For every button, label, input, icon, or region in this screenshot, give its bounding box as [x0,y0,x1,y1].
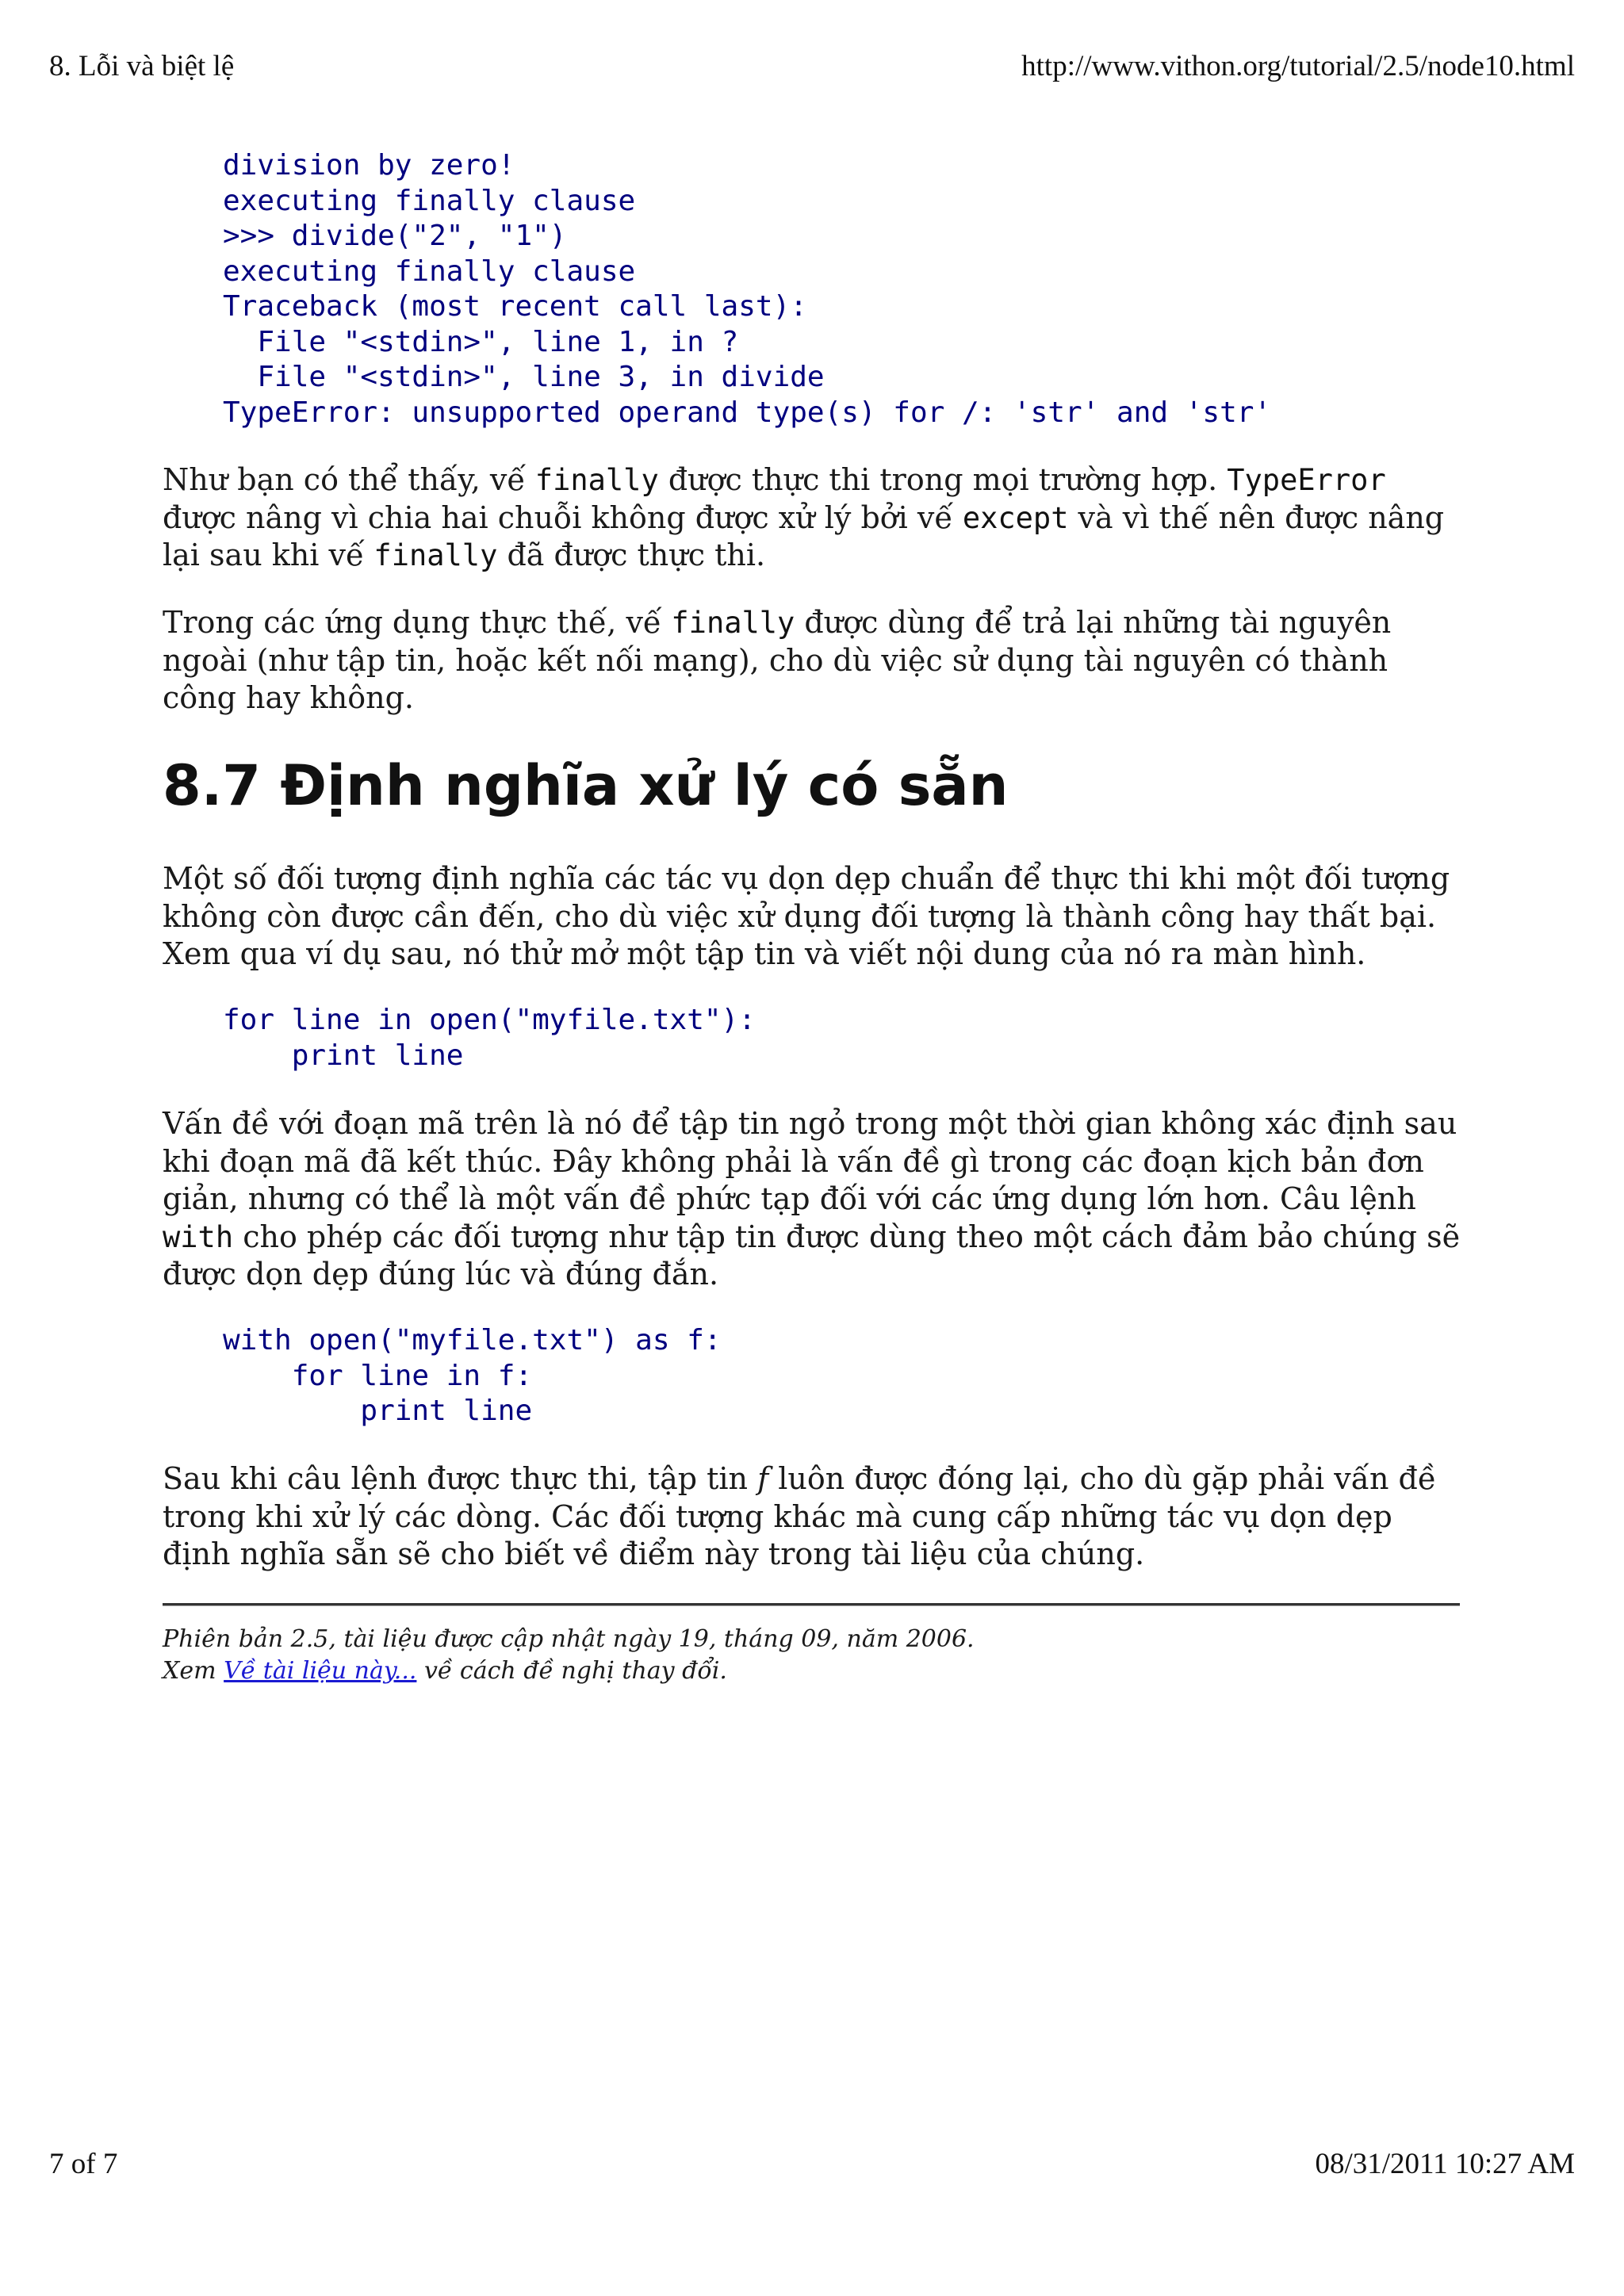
inline-code: finally [534,463,659,497]
code-block-traceback: division by zero! executing finally clause >>> divide("2", "1") executing finally clause Traceback (most recent call last): File "<stdin>", line 1, in ? File "<stdin>", line 3, in divide TypeError: unsupported operand type(s) for /: 'str' and 'str' [223,149,1272,429]
paragraph-cleanup-intro: Một số đối tượng định nghĩa các tác vụ dọn dẹp chuẩn để thực thi khi một đối tượng không còn được cần đến, cho dù việc xử dụng đối tượng là thành công hay thất bại. Xem qua ví dụ sau, nó thử mở một tập tin và viết nội dung của nó ra màn hình. [163,861,1450,971]
text-run: được thực thi trong mọi trường hợp. [658,462,1228,497]
print-timestamp: 08/31/2011 10:27 AM [1315,2148,1575,2180]
text-run: Như bạn có thể thấy, vế [163,462,535,497]
suggest-changes-line [163,1655,975,1687]
section-heading: 8.7 Định nghĩa xử lý có sẵn [163,753,1009,818]
code-block-open-file: for line in open("myfile.txt"): print line [223,1004,756,1072]
text-run: Trong các ứng dụng thực thế, vế [163,605,672,640]
variable-name: f [757,1461,769,1496]
page-header-url: http://www.vithon.org/tutorial/2.5/node10.html [1021,50,1575,82]
inline-code: with [163,1219,234,1254]
text-run: Xem [163,1657,224,1685]
paragraph-after-with [163,1460,1463,1574]
inline-code: finally [373,538,498,572]
paragraph-finally-explanation [163,461,1463,575]
text-run: Vấn đề với đoạn mã trên là nó để tập tin ngỏ trong một thời gian không xác định sau khi đoạn mã đã kết thúc. Đây không phải là vấn đề gì trong các đoạn kịch bản đơn giản, nhưng có thể là một vấn đề phức tạp đối với các ứng dụng lớn hơn. Câu lệnh [163,1106,1457,1216]
page-header-title: 8. Lỗi và biệt lệ [49,50,235,82]
version-note [163,1624,975,1687]
text-run: đã được thực thi. [497,538,766,572]
text-run: cho phép các đối tượng như tập tin được dùng theo một cách đảm bảo chúng sẽ được dọn dẹp đúng lúc và đúng đắn. [163,1219,1461,1292]
page-number: 7 of 7 [49,2148,118,2180]
paragraph-finally-usage [163,604,1463,718]
text-run: được dùng để trả lại những tài nguyên ngoài (như tập tin, hoặc kết nối mạng), cho dù việc sử dụng tài nguyên có thành công hay không. [163,605,1392,715]
text-run: và vì thế nên được nâng lại sau khi vế [163,499,1445,572]
inline-code: finally [671,606,795,640]
code-block-with-open: with open("myfile.txt") as f: for line in f: print line [223,1324,722,1427]
text-run: Sau khi câu lệnh được thực thi, tập tin [163,1461,758,1496]
paragraph-with-statement [163,1105,1463,1294]
about-document-link[interactable]: Về tài liệu này... [224,1657,417,1685]
inline-code: except [962,500,1069,535]
version-line: Phiên bản 2.5, tài liệu được cập nhật ngày 19, tháng 09, năm 2006. [163,1625,975,1653]
divider [163,1603,1460,1606]
text-run: luôn được đóng lại, cho dù gặp phải vấn đề trong khi xử lý các dòng. Các đối tượng khác mà cung cấp những tác vụ dọn dẹp định nghĩa sẵn sẽ cho biết về điểm này trong tài liệu của chúng. [163,1461,1437,1571]
text-run: được nâng vì chia hai chuỗi không được xử lý bởi vế [163,499,963,535]
text-run: về cách đề nghị thay đổi. [416,1657,727,1685]
inline-code: TypeError [1227,463,1386,497]
